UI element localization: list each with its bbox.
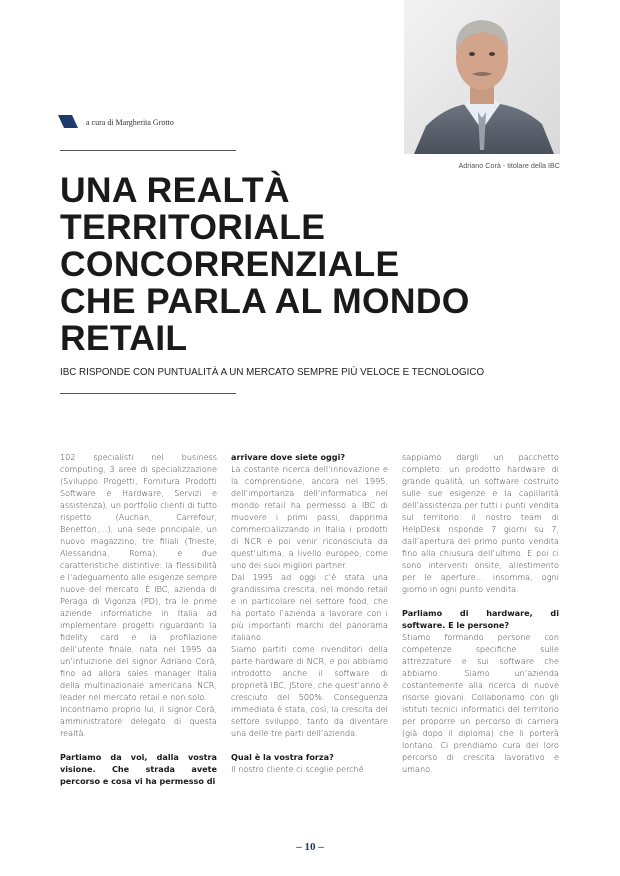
- paragraph: 102 specialisti nel business computing, 3 aree di specializzazione (Sviluppo Progetti, Fornitura Prodotti Software e Hardware, Servizi e assistenza), un portfolio clienti di tutto rispetto (Auchan, Carrefour, Benetton,…), una sede principale, un nuovo magazzino, tre filiali (Trieste, Alessandria, Roma), e due caratteristiche distintive: la flessibilità e l’adeguamento alle esigenze sempre nuove del mercato. È IBC, azienda di Peraga di Vigonza (PD), tra le prime aziende informatiche in Italia ad implementare progetti riguardanti la fidelity card e la profilazione dell’utente finale, nata nel 1995 da un’intuizione del signor Adriano Corà, fino ad allora sales manager Italia della multinazionale americana NCR, leader nel mercato retail e non solo.: [60, 452, 217, 702]
- title-line: CONCORRENZIALE: [60, 244, 400, 284]
- paragraph: Il nostro cliente ci sceglie perché: [231, 764, 364, 774]
- article-title: [60, 172, 560, 357]
- interview-question: Parliamo di hardware, di software. E le persone?: [402, 608, 559, 630]
- text-column-2: [231, 451, 388, 775]
- article-subtitle: IBC RISPONDE CON PUNTUALITÀ A UN MERCATO SEMPRE PIÙ VELOCE E TECNOLOGICO: [60, 367, 485, 378]
- paragraph: Stiamo formando persone con competenze specifiche sulle attrezzature e sui software che abbiamo. Siamo un’azienda costantemente alla ricerca di nuove risorse giovani. Collaboriamo con gli istituti tecnici informatici del territorio per proporre un percorso di carriera (già dopo il diploma) che li porterà lontano. Ci prendiamo cura del loro percorso di crescita lavorativo e umano.: [402, 632, 559, 774]
- subtitle-divider: [60, 393, 236, 394]
- section-marker-icon: [58, 115, 78, 128]
- text-column-3: [402, 451, 559, 775]
- top-divider: [60, 150, 236, 151]
- paragraph: La costante ricerca dell’innovazione e la comprensione, ancora nel 1995, dell’importanza dell’informatica nel mondo retail ha permesso a IBC di muovere i primi passi, dapprima commercializzando in Italia i prodotti di NCR e poi venir riconosciuta da quest’ultima, a livello europeo, come uno dei suoi migliori partner.: [231, 464, 388, 570]
- page-number: – 10 –: [296, 841, 324, 853]
- byline: a cura di Margherita Grotto: [86, 118, 174, 127]
- paragraph: sappiamo dargli un pacchetto completo: un prodotto hardware di grande qualità, un software costruito sulle sue esigenze e la capillarità dell’assistenza per tutti i punti vendita sul territorio: il nostro team di HelpDesk risponde 7 giorni su 7, dall’apertura del primo punto vendita fino alla chiusura dell’ultimo. E poi ci sono interventi onsite, allestimento per le aperture… insomma, ogni giorno in ogni punto vendita.: [402, 452, 559, 594]
- title-line: TERRITORIALE: [60, 207, 326, 247]
- paragraph: Dal 1995 ad oggi c’è stata una grandissima crescita, nel mondo retail e in particolare nel settore food, che ha portato l’azienda a lavorare con i più importanti marchi del panorama italiano.: [231, 572, 388, 642]
- title-line: CHE PARLA AL MONDO: [60, 281, 470, 321]
- title-line: RETAIL: [60, 318, 188, 358]
- text-column-1: [60, 451, 217, 787]
- interview-question: Qual è la vostra forza?: [231, 752, 334, 762]
- portrait-photo: [404, 0, 560, 154]
- title-line: UNA REALTÀ: [60, 170, 290, 210]
- paragraph: Siamo partiti come rivenditori della parte hardware di NCR, e poi abbiamo introdotto anche il software di proprietà IBC, JStore, che quest’anno è cresciuto del 500%. Conseguenza immediata è stata, così, la crescita del settore sviluppo, tanto da diventare una delle tre parti dell’azienda.: [231, 644, 388, 738]
- paragraph: Incontriamo proprio lui, il signor Corà, amministratore delegato di questa realtà.: [60, 704, 217, 738]
- interview-question: Partiamo da voi, dalla vostra visione. Che strada avete percorso e cosa vi ha permesso di: [60, 752, 217, 786]
- interview-question: arrivare dove siete oggi?: [231, 452, 346, 462]
- photo-caption: Adriano Corà - titolare della IBC: [458, 161, 560, 170]
